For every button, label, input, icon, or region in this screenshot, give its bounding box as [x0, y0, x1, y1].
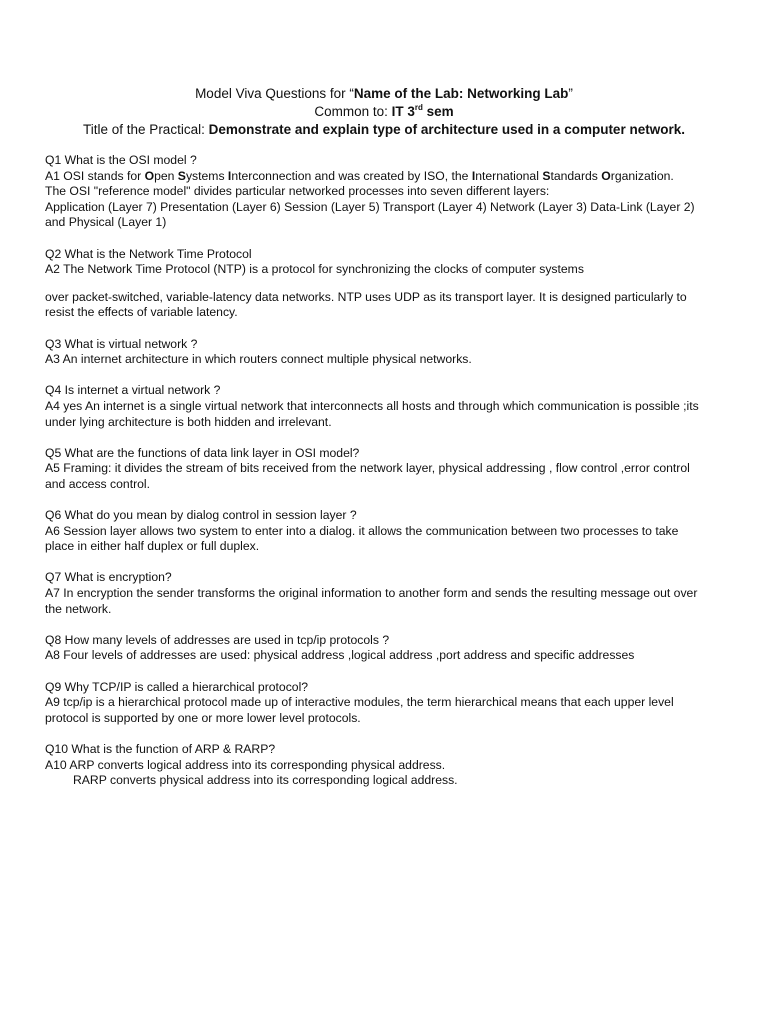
- qa-item-3: [45, 337, 725, 368]
- answer-line: A4 yes An internet is a single virtual network that interconnects all hosts and through which communication is possible ;its: [45, 398, 699, 413]
- question: Q3 What is virtual network ?: [45, 336, 198, 351]
- answer-line: A2 The Network Time Protocol (NTP) is a protocol for synchronizing the clocks of computer systems: [45, 262, 584, 277]
- qa-body: [45, 153, 725, 789]
- header-practical-line: Title of the Practical: Demonstrate and explain type of architecture used in a computer network.: [83, 122, 685, 137]
- answer-line: A5 Framing: it divides the stream of bits received from the network layer, physical addressing , flow control ,error control: [45, 461, 690, 476]
- question: Q2 What is the Network Time Protocol: [45, 246, 252, 261]
- qa-item-8: [45, 633, 725, 664]
- answer-line: and access control.: [45, 476, 151, 491]
- question: Q5 What are the functions of data link layer in OSI model?: [45, 445, 360, 460]
- answer-line: under lying architecture is both hidden and irrelevant.: [45, 414, 332, 429]
- answer-line: A3 An internet architecture in which routers connect multiple physical networks.: [45, 352, 472, 367]
- question: Q6 What do you mean by dialog control in session layer ?: [45, 508, 357, 523]
- qa-item-4: [45, 383, 725, 430]
- qa-item-6: [45, 508, 725, 555]
- question: Q10 What is the function of ARP & RARP?: [45, 741, 276, 756]
- answer-line: the network.: [45, 601, 112, 616]
- qa-item-1: [45, 153, 725, 231]
- answer-line: place in either half duplex or full duplex.: [45, 539, 260, 554]
- answer-line: The OSI "reference model" divides particular networked processes into seven different layers:: [45, 184, 550, 199]
- qa-item-10: [45, 742, 725, 789]
- semester: IT 3rd sem: [391, 102, 454, 119]
- practical-title: Demonstrate and explain type of architecture used in a computer network.: [208, 122, 685, 137]
- answer-line: A8 Four levels of addresses are used: physical address ,logical address ,port address and specific addresses: [45, 648, 635, 663]
- question: Q8 How many levels of addresses are used in tcp/ip protocols ?: [45, 632, 390, 647]
- answer-line: A9 tcp/ip is a hierarchical protocol made up of interactive modules, the term hierarchical means that each upper level: [45, 695, 674, 710]
- header-common-line: Common to: IT 3rd sem: [314, 102, 454, 119]
- question: Q7 What is encryption?: [45, 570, 172, 585]
- answer-line: protocol is supported by one or more lower level protocols.: [45, 710, 361, 725]
- qa-item-5: [45, 446, 725, 493]
- question: Q1 What is the OSI model ?: [45, 153, 197, 167]
- answer-line: and Physical (Layer 1): [45, 215, 167, 230]
- header-title-line: Model Viva Questions for “Name of the Lab: Networking Lab”: [195, 86, 573, 101]
- document-header: [0, 85, 768, 139]
- answer-line: A10 ARP converts logical address into its corresponding physical address.: [45, 757, 446, 772]
- lab-name: Name of the Lab: Networking Lab: [353, 86, 569, 101]
- answer-line: resist the effects of variable latency.: [45, 305, 238, 320]
- qa-item-2: [45, 247, 725, 321]
- answer-line: Application (Layer 7) Presentation (Layer 6) Session (Layer 5) Transport (Layer 4) Network (Layer 3) Data-Link (Layer 2): [45, 199, 695, 214]
- answer-line: RARP converts physical address into its corresponding logical address.: [73, 773, 458, 788]
- answer-line: over packet-switched, variable-latency data networks. NTP uses UDP as its transport layer. It is designed particularly to: [45, 289, 687, 304]
- qa-item-9: [45, 680, 725, 727]
- question: Q4 Is internet a virtual network ?: [45, 383, 221, 398]
- question: Q9 Why TCP/IP is called a hierarchical protocol?: [45, 679, 309, 694]
- qa-item-7: [45, 570, 725, 617]
- answer-line: A6 Session layer allows two system to enter into a dialog. it allows the communication between two processes to take: [45, 523, 679, 538]
- answer-line: A1 OSI stands for Open Systems Interconnection and was created by ISO, the International Standards Organization.: [45, 168, 674, 183]
- answer-line: A7 In encryption the sender transforms the original information to another form and sends the resulting message out over: [45, 586, 698, 601]
